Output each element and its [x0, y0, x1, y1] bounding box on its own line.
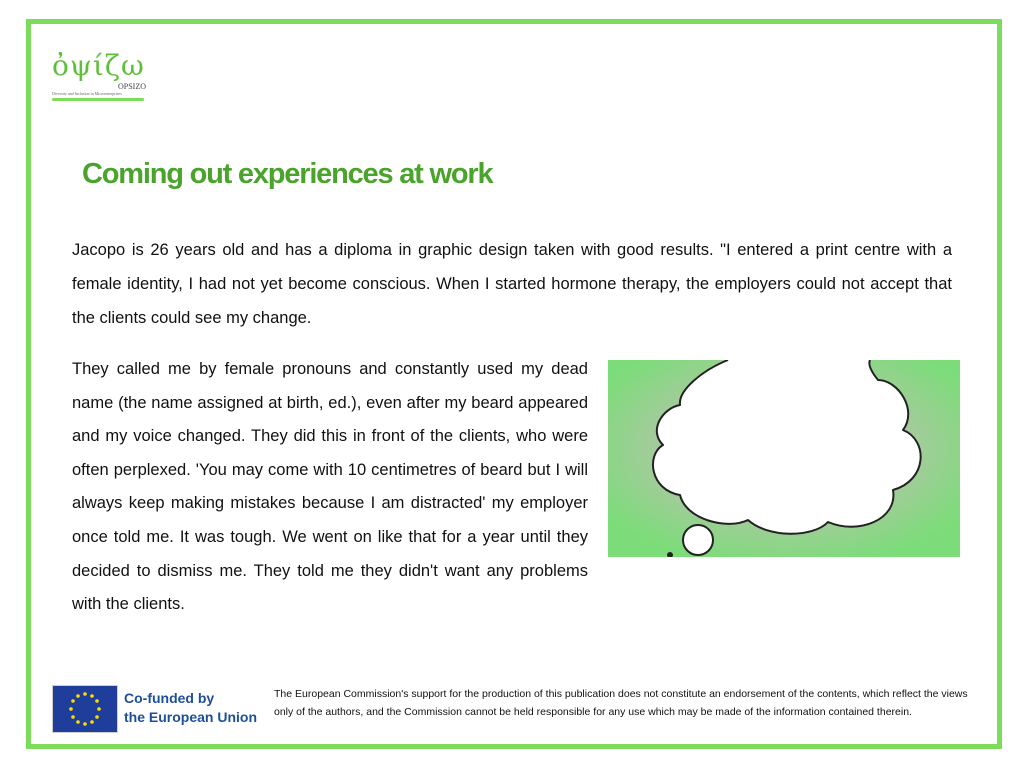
cofunded-text: [124, 689, 257, 727]
logo-name: OPSIZO: [117, 82, 146, 91]
eu-cofunded-logo: [52, 685, 262, 733]
eu-flag-icon: [52, 685, 118, 733]
slide-title: Coming out experiences at work: [82, 158, 493, 190]
opsizo-logo: [52, 50, 152, 101]
cofunded-line2: the European Union: [124, 709, 257, 725]
story-paragraph: They called me by female pronouns and constantly used my dead name (the name assigned at birth, ed.), even after my beard appeared and my voice changed. They did this in front of the clients, who were often perplexed. 'You may come with 10 centimetres of beard but I will always keep making mistakes because I am distracted' my employer once told me. It was tough. We went on like that for a year until they decided to dismiss me. They told me they didn't want any problems with the clients.: [72, 360, 588, 614]
logo-greek-text: ὀψίζω: [52, 49, 145, 82]
logo-swoosh: [52, 98, 144, 101]
logo-tagline: Diversity and Inclusion in Microenterprises: [52, 91, 122, 96]
cofunded-line1: Co-funded by: [124, 690, 215, 706]
thought-bubble-illustration: [608, 360, 960, 557]
intro-paragraph: Jacopo is 26 years old and has a diploma in graphic design taken with good results. "I entered a print centre with a female identity, I had not yet become conscious. When I started hormone therapy, the employers could not accept that the clients could see my change.: [72, 241, 952, 327]
eu-disclaimer: The European Commission's support for the production of this publication does not constitute an endorsement of the contents, which reflect the views only of the authors, and the Commission cannot be held responsible for any use which may be made of the information contained therein.: [274, 688, 968, 718]
eu-stars-icon: [53, 686, 117, 732]
